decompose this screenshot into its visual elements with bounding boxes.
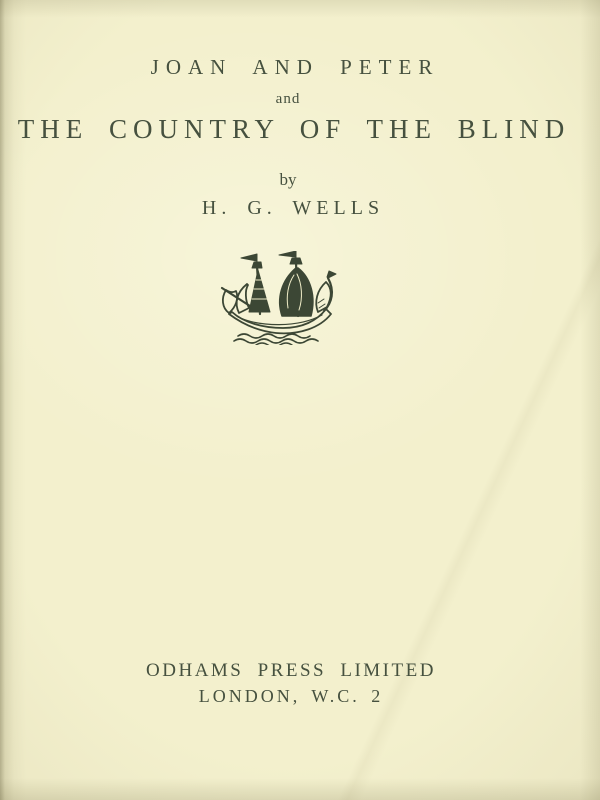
book-title: JOAN AND PETER: [150, 55, 440, 79]
book-subtitle: THE COUNTRY OF THE BLIND: [17, 114, 571, 144]
byline: by: [279, 170, 297, 189]
author-name: H. G. WELLS: [201, 197, 385, 219]
ship-icon: [218, 251, 340, 345]
title-conjunction: and: [275, 91, 301, 107]
publisher-name: ODHAMS PRESS LIMITED: [146, 660, 436, 681]
publisher-location: LONDON, W.C. 2: [198, 686, 384, 706]
publisher-device: [0, 251, 576, 345]
